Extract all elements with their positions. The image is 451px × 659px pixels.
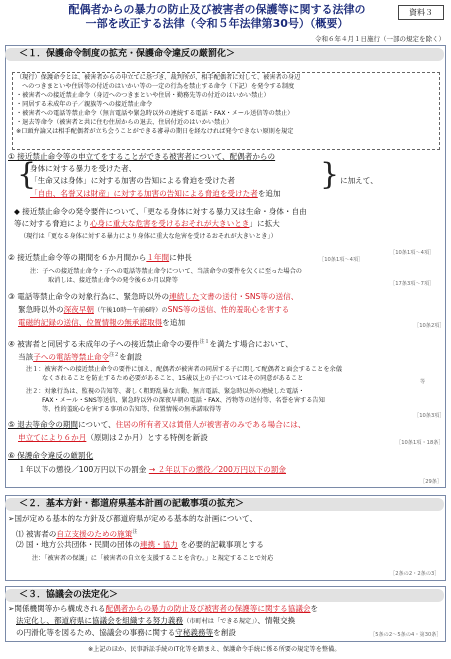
item-4-note-2b: FAX・メール・SNS等送信、緊急時以外の深夜早朝の電話・FAX、汚物等の送付等、名誉を害する告知 [42,397,325,404]
current-line-1: （現行）保護命令とは、被害者からの申立てに基づき、裁判所が、相手配偶者に対して、被害者の身辺 [16,74,301,81]
section-2-heading-text: ＜２．基本方針・都道府県基本計画の記載事項の拡充＞ [19,499,245,509]
item-5-line-1 [8,420,306,431]
item-1-line-4-tail: を追加 [257,189,281,198]
item-1-line-4 [30,189,281,200]
section-2-heading [5,498,444,511]
item-1b-line-2 [14,219,280,230]
page-title [58,3,376,31]
footer-note: ※上記のほか、民事訴訟手続のIT化等を踏まえ、保護命令手続に係る所要の規定等を整備。 [88,646,341,653]
section-1-heading [5,48,444,61]
section-3-line-3-ul: 守秘義務等 [175,628,214,637]
current-line-5: ・被害者への電話等禁止命令（無言電話や緊急時以外の連続する電話・FAX・メール送信等の禁止） [16,110,294,117]
item-4-sup-2: 注２ [109,352,120,358]
item-3-line-1-tail: 文書の送付・SNS等の送信、 [199,292,299,301]
item-4-line-1-tail: を満たす場合において、 [209,339,293,349]
title-line-1: 配偶者からの暴力の防止及び被害者の保護等に関する法律の [68,3,366,16]
item-1-text: ① 接近禁止命令等の申立てをすることができる被害者について、配偶者からの [8,152,276,161]
item-4-note-1b: なくされることを防止するため必要があること、15歳以上の子についてはその同意があること [42,375,304,382]
item-4-note-1: 注１：被害者への接近禁止命令の要件に加え、配偶者が被害者の同居する子に関して配偶者と面会することを余儀 [26,366,342,373]
item-6-title: ⑥ 保護命令違反の厳罰化 [8,451,94,460]
item-3-line-2 [18,305,289,316]
section-2-line-2-a: ⑴ 被害者の [16,529,57,539]
item-6-ref: ［29条］ [420,479,443,485]
item-2-line-1-red: １年間 [146,253,170,262]
item-1b-line-1: ◆ 接近禁止命令の発令要件について、「更なる身体に対する暴力又は生命・身体・自由 [14,207,307,216]
current-line-3: ・被害者への接近禁止命令（身辺へのつきまといや住居・勤務先等の付近のはいかい禁止） [16,92,270,99]
item-2-ref-2: ［17条3項～7項］ [390,281,435,287]
title-line-2: 一部を改正する法律（令和５年法律第30号）（概要） [85,17,349,30]
item-2-line-1-tail: に伸長 [169,253,192,262]
section-3-line-1-a: ➢関係機関等から構成される [8,604,106,613]
item-4-sup-1: 注１ [199,339,210,345]
item-1-bullet-2-tail: に加えて、 [340,176,378,185]
current-line-6: ・退去等命令（被害者と共に住む住居からの退去、住居付近のはいかい禁止） [16,119,233,126]
section-2-sup: 注 [132,529,138,535]
current-line-4: ・同居する未成年の子／親族等への接近禁止命令 [16,101,153,108]
item-2-note-2: 取消しは、接近禁止命令の発令後６か月以降等 [48,277,178,284]
item-2-line-1-a: ② 接近禁止命令等の期間を６か月間から [8,253,147,262]
item-4-note-2: 注２：対象行為は、監視の告知等、著しく粗野乱暴な言動、無言電話、緊急時以外の連続した電話・ [26,388,305,395]
section-2-line-1: ➢国が定める基本的な方針及び都道府県が定める基本的な計画について、 [8,514,258,523]
section-3-line-3-a: の円滑化等を図るため、協議会の事務に関する [16,628,176,637]
item-6-line-1 [8,451,93,462]
section-2-ref: ［2条の2・2条の3］ [390,571,440,577]
section-1-heading-text: ＜１．保護命令制度の拡充・保護命令違反の厳罰化＞ [19,49,236,59]
section-2-line-2-red: 自立支援のための施策 [56,529,133,539]
section-2-note: 注：「被害者の保護」に「被害者の自立を支援することを含む。」と規定することで対応 [32,555,274,562]
item-1b-ref: ［10条1項～4項］ [390,250,435,256]
section-2-line-3-tail: を必要的記載事項とする [180,540,264,549]
item-3-line-3-red: 電磁的記録の送信、位置情報の無承諾取得 [18,318,163,327]
section-3-line-2 [16,616,295,627]
item-1-added-text: 「自由、名誉又は財産」に対する加害の告知による脅迫を受けた者 [30,189,258,198]
document-badge: 資料３ [398,5,444,20]
section-3-line-1-red: 配偶者からの暴力の防止及び被害者の保護等に関する協議会 [105,604,311,613]
item-5-line-1-a: ⑤ 退去等命令の期間 [8,420,78,429]
item-1b-line-2-red: 心身に重大な危害を受けるおそれが大きいとき [89,219,250,228]
item-1b-line-3: （現行は「更なる身体に対する暴力により身体に重大な危害を受けるおそれが大きいとき」） [20,233,277,240]
current-line-7: ※口頭弁論又は相手配偶者が立ち会うことができる審尋の期日を経なければ発令できない原則を規定 [16,128,294,135]
section-3-line-1-tail: を [310,604,319,613]
item-6-line-2 [18,465,286,476]
item-3-line-3-tail: を追加 [162,318,186,327]
section-2-line-3 [16,540,264,551]
section-3-line-3-tail: を創設 [213,628,236,637]
item-4-line-2-a: 当該 [18,352,34,362]
section-3-line-2-tail: 、情報交換 [257,616,296,625]
item-5-line-2-tail: （原則は２か月）とする特例を新設 [86,433,208,442]
section-3-heading-text: ＜３．協議会の法定化＞ [19,590,119,600]
current-line-2: へのつきまといや住居等の付近のはいかい等の一定の行為を禁止する命令（下記）を発令する制度 [22,83,295,90]
item-5-line-2-red: 申立てにより６か月 [18,433,87,442]
section-2-line-3-red: 連携・協力 [139,540,178,549]
item-4-ref-2: ［10条3項］ [414,413,445,419]
item-5-line-1-b: について、 [77,420,116,429]
item-5-line-2 [18,433,208,444]
item-4-line-1 [8,337,293,350]
item-3-line-2-b: （午後10時～午前6時）の [93,307,168,314]
item-4-line-2-tail: を創設 [119,352,142,362]
item-2-ref-1: ［10条1項～4項］ [319,257,364,263]
section-3-heading [5,589,444,602]
item-3-line-2-red2: SNS等の送信、性的羞恥心を害する [167,305,290,314]
section-3-line-2-a: 法定化し、都道府県に協議会を組織する努力義務 [16,616,184,625]
section-3-line-2-b: （市町村は「できる規定」） [183,618,258,625]
enforcement-date: 令和６年４月１日施行（一部の規定を除く） [315,35,445,43]
item-4-line-2-red: 子への電話等禁止命令 [33,352,110,362]
brace-open-icon: { [17,157,37,192]
item-3-line-1-red: 連続した [169,292,200,301]
brace-close-icon: } [320,157,340,192]
item-1-line-1 [8,152,275,163]
item-4-line-2 [18,350,142,363]
item-2-note-1: 注：子への接近禁止命令・子への電話等禁止命令について、当該命令の要件を欠くに至った場合の [30,268,302,275]
item-3-line-1 [8,292,298,303]
item-4-ref-1: 等 [420,379,426,385]
item-5-line-1-red: 住居の所有者又は賃借人が被害者のみである場合には、 [115,420,306,429]
item-6-line-2-red: → ２年以下の懲役／200万円以下の罰金 [148,465,287,474]
item-1-bullet-2: 「生命又は身体」に対する加害の告知による脅迫を受けた者 [30,176,236,185]
section-3-line-1 [8,604,318,615]
item-3-line-2-red: 深夜早朝 [63,305,94,314]
item-4-line-1-a: ④ 被害者と同居する未成年の子への接近禁止命令の要件 [8,339,200,349]
item-3-line-1-a: ③ 電話等禁止命令の対象行為に、緊急時以外の [8,292,170,301]
section-3-ref: ［5条の2～5条の4・第30条］ [370,632,442,638]
item-1b-line-2-tail: 」に拡大 [249,219,280,228]
section-2-line-3-a: ⑵ 国・地方公共団体・民間の団体の [16,540,140,549]
item-3-ref: ［10条2項］ [414,323,445,329]
item-1b-line-2-a: 等に対する脅迫により [14,219,90,228]
item-2-line-1 [8,253,192,264]
item-4-note-2c: 等、性的羞恥心を害する事項の告知等、位置情報の無承諾取得等 [42,406,222,413]
item-3-line-2-a: 緊急時以外の [18,305,64,314]
item-5-ref: ［10条1項・18条］ [396,440,444,446]
item-6-line-2-a: １年以下の懲役／100万円以下の罰金 [18,465,147,474]
item-1-bullet-1: 身体に対する暴力を受けた者、 [30,164,137,173]
section-2-line-2 [16,527,137,540]
item-3-line-3 [18,318,185,329]
section-3-line-3 [16,628,236,639]
